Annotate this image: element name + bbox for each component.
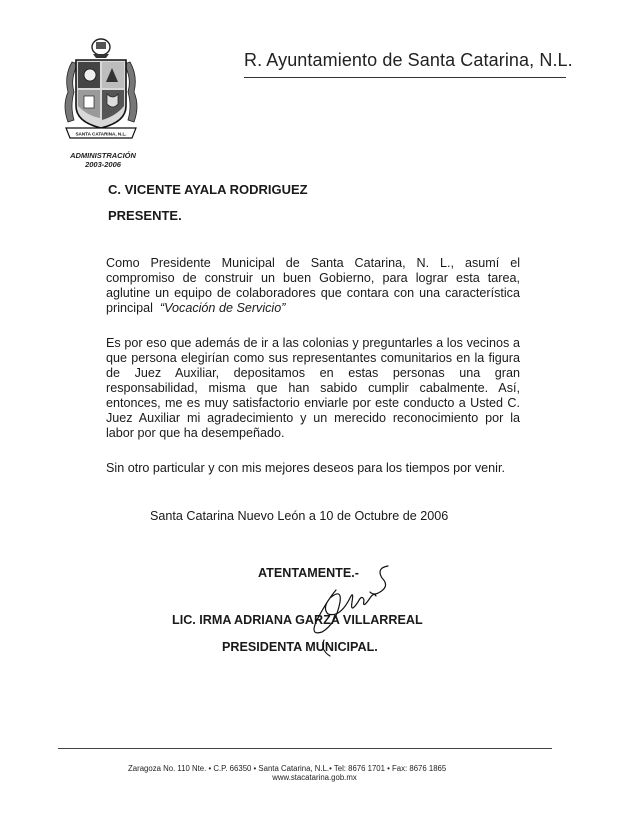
- signer-title: PRESIDENTA MUNICIPAL.: [222, 640, 378, 654]
- signer-name: LIC. IRMA ADRIANA GARZA VILLARREAL: [172, 613, 423, 627]
- administration-label: [58, 151, 148, 169]
- letterhead-divider: [244, 77, 566, 78]
- letterhead-title: R. Ayuntamiento de Santa Catarina, N.L.: [244, 50, 573, 70]
- paragraph-1-text: Como Presidente Municipal de Santa Catarina, N. L., asumí el compromiso de construir un buen Gobierno, para lograr esta tarea, aglutine un equipo de colaboradores que contara con una característica principal: [106, 256, 520, 315]
- handwritten-signature-icon: [296, 552, 406, 662]
- closing-phrase: ATENTAMENTE.-: [258, 566, 359, 580]
- letter-paragraph-1: [106, 256, 520, 316]
- letter-paragraph-2: Es por eso que además de ir a las colonias y preguntarles a los vecinos a que persona elegirían como sus representantes comunitarios en la figura de Juez Auxiliar, depositamos en estas personas una gran responsabilidad, misma que han sabido cumplir cabalmente. Así, entonces, me es muy satisfactorio enviarle por este conducto a Usted C. Juez Auxiliar mi agradecimiento y un merecido reconocimiento por la labor por que ha desempeñado.: [106, 336, 520, 440]
- footer-website: www.stacatarina.gob.mx: [272, 773, 357, 782]
- footer-address: Zaragoza No. 110 Nte. • C.P. 66350 • Santa Catarina, N.L.• Tel: 8676 1701 • Fax: 8676 1865: [128, 764, 447, 773]
- administration-years: 2003-2006: [85, 160, 121, 169]
- municipal-seal-icon: [60, 36, 142, 146]
- footer-divider: [58, 748, 552, 749]
- seal-banner-text: SANTA CATARINA, N.L.: [75, 131, 127, 137]
- salutation: PRESENTE.: [108, 208, 182, 223]
- recipient-name: C. VICENTE AYALA RODRIGUEZ: [108, 182, 308, 197]
- administration-text: ADMINISTRACIÓN: [70, 151, 136, 160]
- letter-date: Santa Catarina Nuevo León a 10 de Octubre de 2006: [150, 509, 449, 523]
- letter-paragraph-3: Sin otro particular y con mis mejores deseos para los tiempos por venir.: [106, 461, 505, 475]
- paragraph-1-quote: “Vocación de Servicio”: [159, 301, 286, 315]
